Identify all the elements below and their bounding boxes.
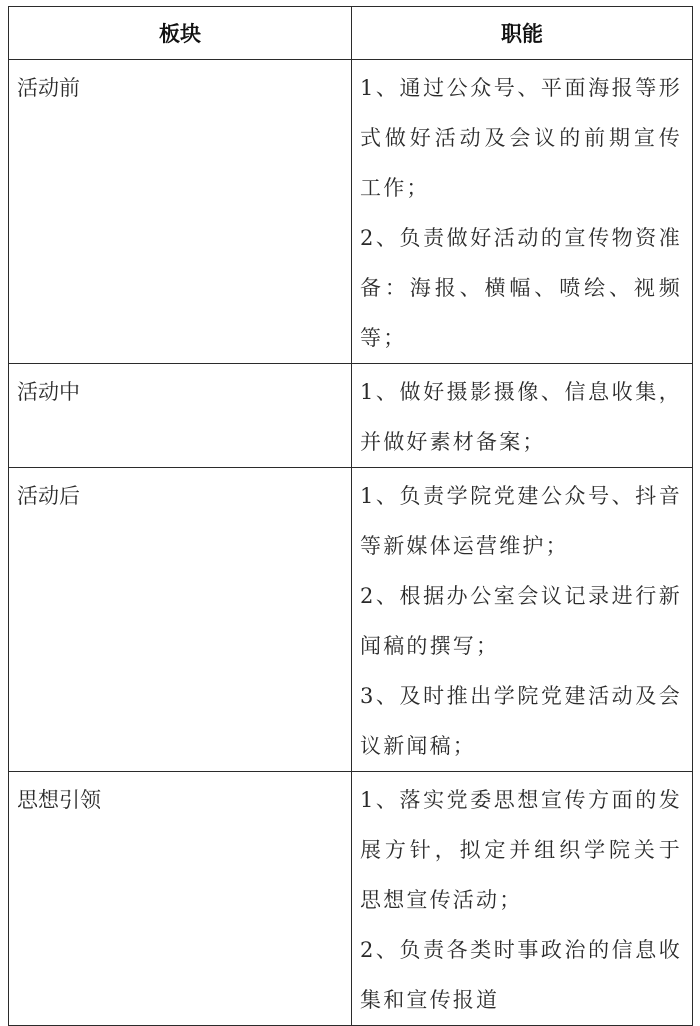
duties-cell [352,60,693,364]
duty-item: 3、及时推出学院党建活动及会议新闻稿； [360,684,682,758]
duty-list [352,60,692,363]
duty-table [8,6,693,1026]
duty-item: 1、通过公众号、平面海报等形式做好活动及会议的前期宣传工作； [360,76,682,200]
duty-item: 1、负责学院党建公众号、抖音等新媒体运营维护； [360,484,682,558]
header-row [9,7,693,60]
section-name: 活动前 [17,76,80,100]
section-name: 活动后 [17,484,80,508]
duty-list [352,468,692,771]
section-cell [9,364,352,468]
duty-item: 2、根据办公室会议记录进行新闻稿的撰写； [360,584,682,658]
duty-item: 2、负责做好活动的宣传物资准备：海报、横幅、喷绘、视频等； [360,226,682,350]
header-duties: 职能 [352,7,693,60]
duty-list [352,772,692,1025]
duties-cell [352,772,693,1026]
duty-item: 2、负责各类时事政治的信息收集和宣传报道 [360,938,682,1012]
section-name: 思想引领 [17,788,101,812]
duty-item: 1、做好摄影摄像、信息收集，并做好素材备案； [360,380,682,454]
section-cell [9,772,352,1026]
table-row [9,468,693,772]
table-row [9,772,693,1026]
section-cell [9,60,352,364]
duty-item: 1、落实党委思想宣传方面的发展方针，拟定并组织学院关于思想宣传活动； [360,788,682,912]
duty-list [352,364,692,467]
section-name: 活动中 [17,380,80,404]
table-row [9,364,693,468]
duties-cell [352,468,693,772]
header-section: 板块 [9,7,352,60]
duties-cell [352,364,693,468]
table-row [9,60,693,364]
section-cell [9,468,352,772]
